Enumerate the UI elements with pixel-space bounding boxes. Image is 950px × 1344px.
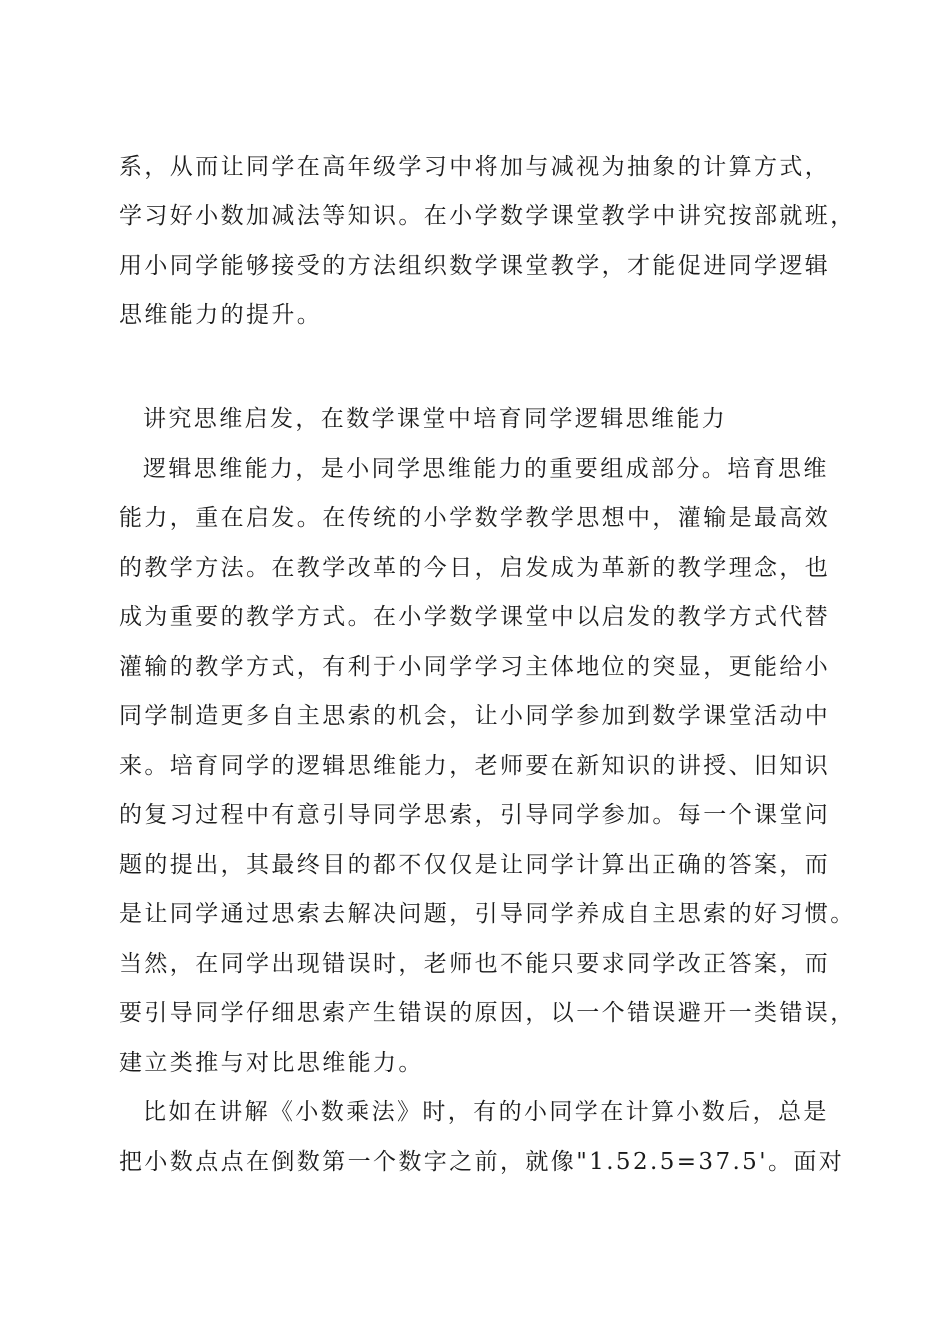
paragraph-line: 学习好小数加减法等知识。在小学数学课堂教学中讲究按部就班， bbox=[119, 203, 856, 229]
paragraph-line: 是让同学通过思索去解决问题，引导同学养成自主思索的好习惯。 bbox=[119, 901, 856, 927]
paragraph-line: 当然，在同学出现错误时，老师也不能只要求同学改正答案，而 bbox=[119, 951, 831, 977]
paragraph-line: 同学制造更多自主思索的机会，让小同学参加到数学课堂活动中 bbox=[119, 703, 831, 729]
paragraph-line: 能力，重在启发。在传统的小学数学教学思想中，灌输是最高效 bbox=[119, 505, 831, 531]
paragraph-line: 的复习过程中有意引导同学思索，引导同学参加。每一个课堂问 bbox=[119, 802, 831, 828]
paragraph-line: 比如在讲解《小数乘法》时，有的小同学在计算小数后，总是 bbox=[143, 1099, 829, 1125]
paragraph-line: 用小同学能够接受的方法组织数学课堂教学，才能促进同学逻辑 bbox=[119, 253, 831, 279]
paragraph-line: 系，从而让同学在高年级学习中将加与减视为抽象的计算方式， bbox=[119, 154, 831, 180]
paragraph-line: 要引导同学仔细思索产生错误的原因，以一个错误避开一类错误， bbox=[119, 1000, 856, 1026]
paragraph-line: 灌输的教学方式，有利于小同学学习主体地位的突显，更能给小 bbox=[119, 654, 831, 680]
section-heading: 讲究思维启发，在数学课堂中培育同学逻辑思维能力 bbox=[143, 406, 728, 432]
paragraph-line: 的教学方法。在教学改革的今日，启发成为革新的教学理念，也 bbox=[119, 555, 831, 581]
paragraph-line: 建立类推与对比思维能力。 bbox=[119, 1050, 424, 1076]
paragraph-line: 把小数点点在倒数第一个数字之前，就像"1.52.5=37.5'。面对 bbox=[119, 1149, 845, 1175]
paragraph-line: 思维能力的提升。 bbox=[119, 302, 323, 328]
paragraph-line: 来。培育同学的逻辑思维能力，老师要在新知识的讲授、旧知识 bbox=[119, 753, 831, 779]
paragraph-line: 成为重要的教学方式。在小学数学课堂中以启发的教学方式代替 bbox=[119, 604, 831, 630]
paragraph-line: 逻辑思维能力，是小同学思维能力的重要组成部分。培育思维 bbox=[143, 456, 829, 482]
paragraph-line: 题的提出，其最终目的都不仅仅是让同学计算出正确的答案，而 bbox=[119, 852, 831, 878]
